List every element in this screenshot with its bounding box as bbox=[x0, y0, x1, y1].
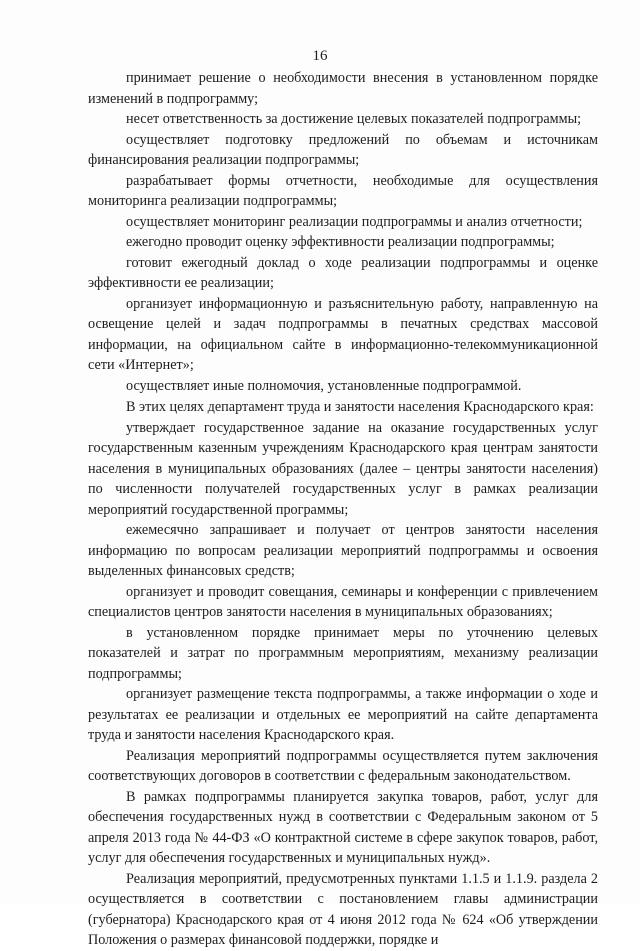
paragraph-procurement: В рамках подпрограммы планируется закупка товаров, работ, услуг для обеспечения государственных нужд в соответствии с Федеральным законом от 5 апреля 2013 года № 44-ФЗ «О контрактной системе в сфере закупок товаров, работ, услуг для обеспечения государственных и муниципальных нужд». bbox=[88, 788, 598, 866]
paragraph-publication: организует размещение текста подпрограммы, а также информации о ходе и результатах ее реализации и отдельных ее мероприятий на сайте департамента труда и занятости населения Краснодарского края. bbox=[88, 686, 598, 743]
paragraph-state-assignment: утверждает государственное задание на оказание государственных услуг государственным казенным учреждениям Краснодарского края центрам занятости населения в муниципальных образованиях (далее – центры занятости населения) по численности получателей государственных услуг в рамках реализации мероприятий государственной программы; bbox=[88, 419, 598, 518]
paragraph-monitoring: осуществляет мониторинг реализации подпрограммы и анализ отчетности; bbox=[126, 213, 583, 230]
paragraph-information-work: организует информационную и разъяснительную работу, направленную на освещение целей и задач подпрограммы в печатных средствах массовой информации, на официальном сайте в информационно-телекоммуникационной сети «Интернет»; bbox=[88, 295, 598, 373]
paragraph-monthly-requests: ежемесячно запрашивает и получает от центров занятости населения информацию по вопросам реализации мероприятий подпрограммы и освоения выделенных финансовых средств; bbox=[88, 522, 598, 579]
document-body bbox=[88, 68, 598, 951]
paragraph-decision-changes: принимает решение о необходимости внесения в установленном порядке изменений в подпрограмму; bbox=[88, 70, 598, 107]
paragraph-reporting-forms: разрабатывает формы отчетности, необходимые для осуществления мониторинга реализации подпрограммы; bbox=[88, 172, 598, 209]
paragraph-annual-report: готовит ежегодный доклад о ходе реализации подпрограммы и оценке эффективности ее реализации; bbox=[88, 254, 598, 291]
paragraph-decree-reference: Реализация мероприятий, предусмотренных пунктами 1.1.5 и 1.1.9. раздела 2 осуществляется в соответствии с постановлением главы администрации (губернатора) Краснодарского края от 4 июня 2012 года № 624 «Об утверждении Положения о размерах финансовой поддержки, порядке и bbox=[88, 870, 598, 948]
page-number: 16 bbox=[312, 48, 328, 64]
paragraph-funding-proposals: осуществляет подготовку предложений по объемам и источникам финансирования реализации подпрограммы; bbox=[88, 131, 598, 168]
paragraph-efficiency-evaluation: ежегодно проводит оценку эффективности реализации подпрограммы; bbox=[126, 234, 555, 250]
paragraph-other-powers: осуществляет иные полномочия, установленные подпрограммой. bbox=[126, 377, 522, 394]
paragraph-meetings: организует и проводит совещания, семинары и конференции с привлечением специалистов центров занятости населения в муниципальных образованиях; bbox=[88, 583, 598, 620]
paragraph-department-intro: В этих целях департамент труда и занятости населения Краснодарского края: bbox=[126, 399, 594, 415]
paragraph-implementation-contracts: Реализация мероприятий подпрограммы осуществляется путем заключения соответствующих договоров в соответствии с федеральным законодательством. bbox=[88, 747, 598, 784]
paragraph-target-indicators: в установленном порядке принимает меры по уточнению целевых показателей и затрат по программным мероприятиям, механизму реализации подпрограммы; bbox=[88, 624, 598, 682]
paragraph-responsibility: несет ответственность за достижение целевых показателей подпрограммы; bbox=[126, 111, 582, 127]
